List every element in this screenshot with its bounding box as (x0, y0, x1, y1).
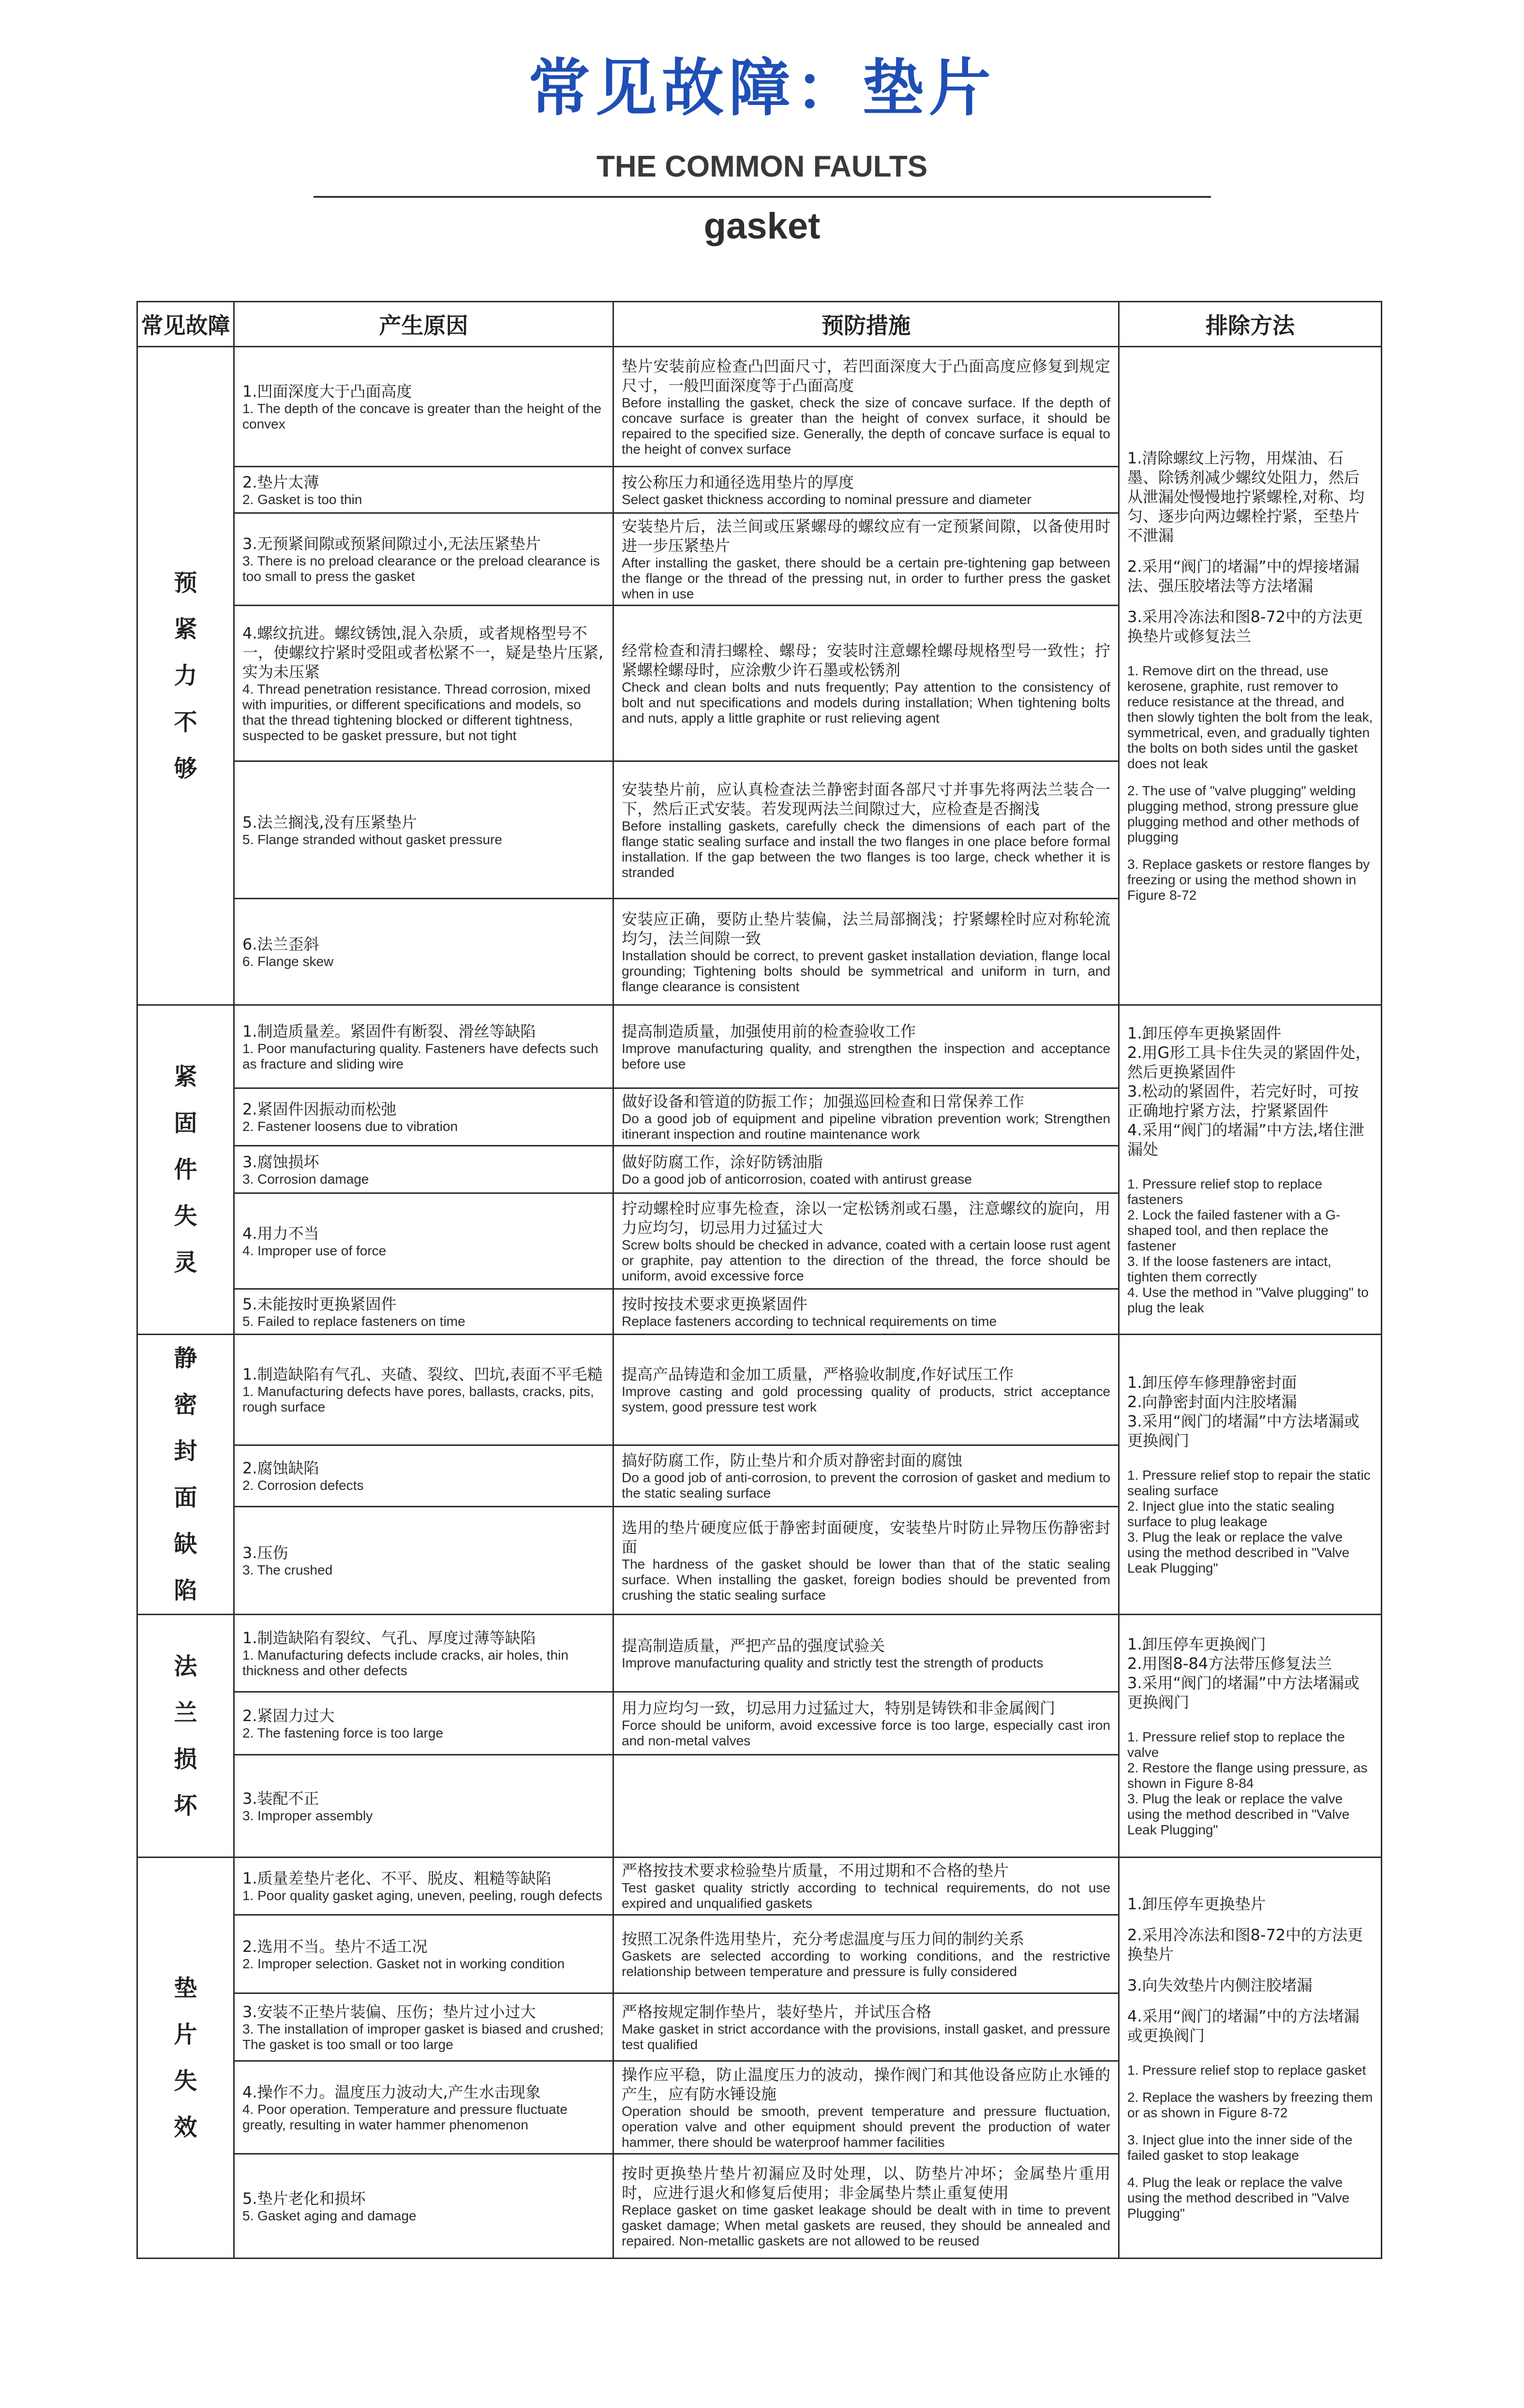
remedy-cell (1119, 1005, 1382, 1335)
table-row (137, 1615, 1382, 1692)
header-prevention: 预防措施 (613, 302, 1119, 347)
cause-cn: 4.操作不力。温度压力波动大,产生水击现象 (242, 2082, 541, 2101)
prevention-cell (613, 1506, 1119, 1614)
prevention-cell (613, 1193, 1119, 1289)
prevention-cell (613, 1615, 1119, 1692)
prevention-en: The hardness of the gasket should be lower than that of the static sealing surface. When installing the gasket, foreign bodies should be prevented from crushing the static sealing surface (622, 1556, 1110, 1603)
category-cell (137, 347, 234, 1005)
cause-cn: 2.选用不当。垫片不适工况 (242, 1937, 428, 1956)
header-cause: 产生原因 (234, 302, 613, 347)
cause-en: 1. Poor manufacturing quality. Fasteners have defects such as fracture and sliding wire (242, 1040, 598, 1071)
prevention-cn: 按时更换垫片垫片初漏应及时处理，以、防垫片冲坏；金属垫片重用时，应进行退火和修复后使用；非金属垫片禁止重复使用 (622, 2164, 1110, 2202)
remedy-item: 3. Replace gaskets or restore flanges by freezing or using the method shown in Figure 8-72 (1127, 857, 1370, 903)
page-title: 常见故障：垫片 (528, 52, 996, 124)
prevention-cn: 提高制造质量，严把产品的强度试验关 (622, 1636, 885, 1655)
prevention-cell (613, 1915, 1119, 1993)
category-cell (137, 1005, 234, 1335)
prevention-cn: 严格按规定制作垫片，装好垫片，并试压合格 (622, 2002, 932, 2021)
remedy-item: 3. If the loose fasteners are intact, tighten them correctly (1127, 1254, 1331, 1284)
prevention-en: Select gasket thickness according to nominal pressure and diameter (622, 491, 1031, 507)
prevention-en: Before installing the gasket, check the size of concave surface. If the depth of concave surface is greater than the height of convex surface, it should be repaired to the specified size. Generally, the depth of concave surface is equal to the height of convex surface (622, 395, 1110, 457)
prevention-en: Do a good job of anticorrosion, coated with antirust grease (622, 1171, 972, 1187)
prevention-cell (613, 513, 1119, 606)
prevention-cn: 经常检查和清扫螺栓、螺母；安装时注意螺栓螺母规格型号一致性；拧紧螺栓螺母时，应涂敷少许石墨或松锈剂 (622, 641, 1110, 679)
cause-en: 1. Manufacturing defects include cracks, air holes, thin thickness and other defects (242, 1647, 568, 1678)
prevention-cn: 按照工况条件选用垫片，充分考虑温度与压力间的制约关系 (622, 1929, 1025, 1948)
cause-cell (234, 1445, 613, 1506)
remedy-item: 1. Pressure relief stop to replace the valve (1127, 1729, 1345, 1760)
cause-cn: 5.法兰搁浅,没有压紧垫片 (242, 813, 417, 832)
remedy-item: 3.松动的紧固件，若完好时，可按正确地拧紧方法，拧紧紧固件 (1127, 1082, 1359, 1120)
faults-table (136, 301, 1382, 2259)
prevention-cell (613, 1993, 1119, 2061)
prevention-en: Gaskets are selected according to working conditions, and the restrictive relationship between temperature and pressure is fully considered (622, 1948, 1110, 1979)
cause-en: 5. Failed to replace fasteners on time (242, 1313, 465, 1329)
cause-en: 5. Flange stranded without gasket pressure (242, 832, 502, 847)
cause-cell (234, 1193, 613, 1289)
category-label: 法兰损坏 (174, 1652, 197, 1819)
prevention-cn: 垫片安装前应检查凸凹面尺寸，若凹面深度大于凸面高度应修复到规定尺寸，一般凹面深度等于凸面高度 (622, 357, 1110, 395)
prevention-cell (613, 1445, 1119, 1506)
prevention-en: After installing the gasket, there should be a certain pre-tightening gap between the flange or the thread of the pressing nut, in order to further press the gasket when in use (622, 555, 1110, 601)
cause-cn: 4.螺纹抗进。螺纹锈蚀,混入杂质，或者规格型号不一，使螺纹拧紧时受阻或者松紧不一，疑是垫片压紧,实为未压紧 (242, 624, 604, 681)
header-remedy: 排除方法 (1119, 302, 1382, 347)
cause-cn: 4.用力不当 (242, 1224, 319, 1243)
prevention-en: Check and clean bolts and nuts frequently; Pay attention to the consistency of bolt and nut specifications and models during installation; When tightening bolts and nuts, apply a little graphite or rust relieving agent (622, 679, 1110, 726)
prevention-cell (613, 1335, 1119, 1445)
prevention-en: Force should be uniform, avoid excessive force is too large, especially cast iron and non-metal valves (622, 1717, 1110, 1748)
cause-cn: 3.无预紧间隙或预紧间隙过小,无法压紧垫片 (242, 535, 541, 553)
cause-cell (234, 1755, 613, 1858)
cause-cell (234, 1993, 613, 2061)
prevention-cell (613, 899, 1119, 1005)
prevention-en: Do a good job of equipment and pipeline vibration prevention work; Strengthen itinerant inspection and routine maintenance work (622, 1111, 1110, 1142)
prevention-cn: 拧动螺栓时应事先检查，涂以一定松锈剂或石墨，注意螺纹的旋向，用力应均匀，切忌用力过猛过大 (622, 1199, 1110, 1237)
remedy-item: 2.采用冷冻法和图8-72中的方法更换垫片 (1127, 1926, 1363, 1963)
remedy-item: 1.清除螺纹上污物，用煤油、石墨、除锈剂减少螺纹处阻力，然后从泄漏处慢慢地拧紧螺栓,对称、均匀、逐步向两边螺栓拧紧，至垫片不泄漏 (1127, 449, 1365, 545)
prevention-en: Test gasket quality strictly according to technical requirements, do not use expired and unqualified gaskets (622, 1880, 1110, 1911)
page-topic: gasket (703, 206, 821, 247)
remedy-item: 2.用图8-84方法带压修复法兰 (1127, 1654, 1332, 1673)
title-divider (314, 196, 1211, 198)
table-row (137, 1335, 1382, 1445)
cause-cell (234, 1289, 613, 1335)
cause-en: 2. Corrosion defects (242, 1478, 364, 1493)
table-row (137, 347, 1382, 467)
remedy-item: 2. Replace the washers by freezing them or as shown in Figure 8-72 (1127, 2090, 1373, 2120)
cause-cell (234, 347, 613, 467)
remedy-item: 2. Inject glue into the static sealing surface to plug leakage (1127, 1499, 1335, 1529)
cause-cell (234, 1335, 613, 1445)
category-label: 预紧力不够 (174, 569, 197, 782)
cause-cn: 1.凹面深度大于凸面高度 (242, 382, 412, 401)
cause-cn: 2.紧固力过大 (242, 1706, 335, 1725)
remedy-cell (1119, 1335, 1382, 1615)
prevention-cn: 搞好防腐工作，防止垫片和介质对静密封面的腐蚀 (622, 1451, 963, 1470)
remedy-item: 3.采用“阀门的堵漏”中方法堵漏或更换阀门 (1127, 1673, 1360, 1711)
prevention-en: Installation should be correct, to prevent gasket installation deviation, flange local grounding; Tightening bolts should be symmetrical and uniform in turn, and flange clearance is consistent (622, 948, 1110, 994)
remedy-item: 1. Pressure relief stop to replace gasket (1127, 2063, 1366, 2078)
cause-cn: 5.垫片老化和损坏 (242, 2189, 366, 2208)
cause-cn: 3.安装不正垫片装偏、压伤；垫片过小过大 (242, 2002, 536, 2021)
prevention-en: Replace fasteners according to technical requirements on time (622, 1313, 997, 1329)
prevention-cell (613, 1005, 1119, 1088)
prevention-cn: 安装垫片前，应认真检查法兰静密封面各部尺寸并事先将两法兰装合一下，然后正式安装。若发现两法兰间隙过大，应检查是否搁浅 (622, 780, 1110, 818)
remedy-item: 4. Plug the leak or replace the valve using the method described in "Valve Plugging" (1127, 2175, 1350, 2221)
remedy-item: 3. Plug the leak or replace the valve using the method described in "Valve Leak Plugging" (1127, 1530, 1350, 1576)
remedy-item: 1.卸压停车更换垫片 (1127, 1895, 1266, 1913)
remedy-item: 1.卸压停车修理静密封面 (1127, 1373, 1297, 1392)
prevention-cell (613, 761, 1119, 899)
prevention-cn: 用力应均匀一致，切忌用力过猛过大，特别是铸铁和非金属阀门 (622, 1698, 1056, 1717)
remedy-item: 1.卸压停车更换阀门 (1127, 1635, 1266, 1653)
cause-en: 4. Poor operation. Temperature and pressure fluctuate greatly, resulting in water hammer phenomenon (242, 2101, 568, 2132)
cause-cn: 2.腐蚀缺陷 (242, 1459, 319, 1478)
cause-en: 1. The depth of the concave is greater than the height of the convex (242, 401, 601, 431)
cause-cell (234, 1858, 613, 1915)
cause-cn: 1.制造质量差。紧固件有断裂、滑丝等缺陷 (242, 1022, 536, 1040)
prevention-en: Improve manufacturing quality and strictly test the strength of products (622, 1655, 1044, 1670)
remedy-item: 1. Pressure relief stop to replace fasteners (1127, 1176, 1323, 1207)
prevention-cn: 提高制造质量，加强使用前的检查验收工作 (622, 1022, 916, 1040)
cause-en: 3. The crushed (242, 1562, 333, 1577)
prevention-cell (613, 2061, 1119, 2154)
remedy-item: 3. Plug the leak or replace the valve using the method described in "Valve Leak Plugging" (1127, 1791, 1350, 1837)
page-subtitle-en: THE COMMON FAULTS (596, 150, 928, 183)
cause-cell (234, 1088, 613, 1146)
prevention-cn: 做好设备和管道的防振工作；加强巡回检查和日常保养工作 (622, 1092, 1025, 1111)
prevention-en: Do a good job of anti-corrosion, to prevent the corrosion of gasket and medium to the static sealing surface (622, 1470, 1110, 1501)
cause-en: 5. Gasket aging and damage (242, 2208, 417, 2223)
prevention-cn: 按公称压力和通径选用垫片的厚度 (622, 473, 854, 491)
prevention-en: Improve casting and gold processing quality of products, strict acceptance system, good pressure test work (622, 1384, 1110, 1415)
header-fault: 常见故障 (137, 302, 234, 347)
category-label: 紧固件失灵 (174, 1063, 197, 1276)
cause-en: 2. Improper selection. Gasket not in working condition (242, 1956, 565, 1971)
prevention-en: Before installing gaskets, carefully check the dimensions of each part of the flange static sealing surface and install the two flanges in one place before formal installation. If the gap between the two flanges is too large, check whether it is stranded (622, 818, 1110, 880)
prevention-cell (613, 1088, 1119, 1146)
remedy-item: 2. Restore the flange using pressure, as shown in Figure 8-84 (1127, 1760, 1368, 1791)
remedy-cell (1119, 347, 1382, 1005)
cause-en: 4. Improper use of force (242, 1243, 387, 1258)
prevention-cell (613, 1289, 1119, 1335)
remedy-item: 2.向静密封面内注胶堵漏 (1127, 1393, 1297, 1411)
prevention-en: Make gasket in strict accordance with the provisions, install gasket, and pressure test qualified (622, 2021, 1110, 2052)
cause-en: 2. Gasket is too thin (242, 491, 362, 507)
cause-cn: 2.垫片太薄 (242, 473, 319, 491)
prevention-cell (613, 606, 1119, 761)
prevention-cn: 严格按技术要求检验垫片质量，不用过期和不合格的垫片 (622, 1861, 1009, 1880)
cause-cell (234, 1005, 613, 1088)
cause-cn: 3.腐蚀损坏 (242, 1152, 319, 1171)
table-body (137, 347, 1382, 2259)
cause-en: 3. Corrosion damage (242, 1171, 369, 1187)
remedy-item: 2. The use of "valve plugging" welding plugging method, strong pressure glue plugging method and other methods of plugging (1127, 783, 1360, 845)
category-cell (137, 1858, 234, 2259)
prevention-cell (613, 1755, 1119, 1858)
prevention-en: Screw bolts should be checked in advance, coated with a certain loose rust agent or graphite, pay attention to the direction of the thread, the force should be uniform, avoid excessive force (622, 1237, 1110, 1283)
cause-en: 1. Manufacturing defects have pores, ballasts, cracks, pits, rough surface (242, 1384, 594, 1415)
category-cell (137, 1615, 234, 1858)
remedy-item: 2. Lock the failed fastener with a G-shaped tool, and then replace the fastener (1127, 1207, 1341, 1253)
cause-cell (234, 1692, 613, 1755)
table-header-row (137, 302, 1382, 347)
prevention-cell (613, 1858, 1119, 1915)
remedy-item: 4.采用“阀门的堵漏”中方法,堵住泄漏处 (1127, 1121, 1364, 1159)
table-row (137, 1005, 1382, 1088)
remedy-cell (1119, 1858, 1382, 2259)
remedy-item: 3.向失效垫片内侧注胶堵漏 (1127, 1976, 1313, 1994)
cause-en: 3. The installation of improper gasket is biased and crushed; The gasket is too small or too large (242, 2021, 604, 2052)
cause-en: 6. Flange skew (242, 953, 334, 969)
remedy-item: 3.采用冷冻法和图8-72中的方法更换垫片或修复法兰 (1127, 608, 1363, 645)
cause-cn: 6.法兰歪斜 (242, 935, 319, 953)
prevention-cell (613, 2154, 1119, 2259)
remedy-item: 2.用G形工具卡住失灵的紧固件处，然后更换紧固件 (1127, 1043, 1371, 1081)
prevention-cn: 安装应正确，要防止垫片装偏，法兰局部搁浅；拧紧螺栓时应对称轮流均匀，法兰间隙一致 (622, 909, 1110, 948)
prevention-cell (613, 467, 1119, 513)
cause-cell (234, 1615, 613, 1692)
cause-en: 3. Improper assembly (242, 1808, 373, 1823)
cause-cell (234, 2061, 613, 2154)
cause-cell (234, 513, 613, 606)
cause-cell (234, 1915, 613, 1993)
prevention-cn: 选用的垫片硬度应低于静密封面硬度，安装垫片时防止异物压伤静密封面 (622, 1518, 1110, 1556)
cause-cell (234, 1506, 613, 1614)
remedy-item: 1.卸压停车更换紧固件 (1127, 1024, 1282, 1042)
remedy-item: 4. Use the method in "Valve plugging" to plug the leak (1127, 1285, 1369, 1315)
prevention-cn: 做好防腐工作，涂好防锈油脂 (622, 1152, 823, 1171)
prevention-en: Operation should be smooth, prevent temperature and pressure fluctuation, operation valve and other equipment should prevent the production of water hammer, there should be waterproof hammer facilities (622, 2103, 1110, 2150)
cause-cn: 2.紧固件因振动而松弛 (242, 1100, 397, 1118)
cause-cn: 5.未能按时更换紧固件 (242, 1294, 397, 1313)
prevention-cn: 提高产品铸造和金加工质量，严格验收制度,作好试压工作 (622, 1365, 1014, 1384)
cause-cell (234, 761, 613, 899)
cause-en: 2. Fastener loosens due to vibration (242, 1119, 458, 1134)
cause-cell (234, 2154, 613, 2259)
table-row (137, 1858, 1382, 1915)
cause-cn: 1.制造缺陷有气孔、夹碴、裂纹、凹坑,表面不平毛糙 (242, 1365, 603, 1384)
remedy-item: 4.采用“阀门的堵漏”中的方法堵漏或更换阀门 (1127, 2007, 1360, 2045)
remedy-item: 2.采用“阀门的堵漏”中的焊接堵漏法、强压胶堵法等方法堵漏 (1127, 557, 1360, 595)
cause-cell (234, 467, 613, 513)
prevention-cn: 操作应平稳，防止温度压力的波动，操作阀门和其他设备应防止水锤的产生，应有防水锤设施 (622, 2065, 1110, 2103)
category-label: 静密封面缺陷 (174, 1345, 197, 1604)
cause-cell (234, 606, 613, 761)
cause-cell (234, 899, 613, 1005)
prevention-cell (613, 1146, 1119, 1193)
prevention-en: Improve manufacturing quality, and strengthen the inspection and acceptance before use (622, 1040, 1110, 1071)
prevention-en: Replace gasket on time gasket leakage should be dealt with in time to prevent gasket damage; When metal gaskets are reused, they should be annealed and repaired. Non-metallic gaskets are not allowed to be reused (622, 2202, 1110, 2248)
remedy-cell (1119, 1615, 1382, 1858)
cause-cn: 1.质量差垫片老化、不平、脱皮、粗糙等缺陷 (242, 1869, 552, 1888)
category-cell (137, 1335, 234, 1615)
cause-cn: 3.装配不正 (242, 1789, 319, 1808)
cause-en: 4. Thread penetration resistance. Thread corrosion, mixed with impurities, or different specifications and models, so that the thread tightening blocked or different tightness, suspected to be gasket pressure, but not tight (242, 681, 591, 743)
prevention-cell (613, 347, 1119, 467)
cause-cn: 1.制造缺陷有裂纹、气孔、厚度过薄等缺陷 (242, 1628, 536, 1647)
remedy-item: 1. Remove dirt on the thread, use kerosene, graphite, rust remover to reduce resistance at the thread, and then slowly tighten the bolt from the leak, symmetrical, even, and gradually tighten the bolts on both sides until the gasket does not leak (1127, 663, 1373, 771)
cause-cell (234, 1146, 613, 1193)
remedy-item: 3.采用“阀门的堵漏”中方法堵漏或更换阀门 (1127, 1412, 1360, 1450)
cause-en: 1. Poor quality gasket aging, uneven, peeling, rough defects (242, 1888, 603, 1903)
cause-en: 3. There is no preload clearance or the preload clearance is too small to press the gasket (242, 553, 600, 584)
prevention-cn: 按时按技术要求更换紧固件 (622, 1294, 808, 1313)
prevention-cell (613, 1692, 1119, 1755)
prevention-cn: 安装垫片后，法兰间或压紧螺母的螺纹应有一定预紧间隙，以备使用时进一步压紧垫片 (622, 517, 1110, 555)
cause-en: 2. The fastening force is too large (242, 1725, 444, 1740)
remedy-item: 3. Inject glue into the inner side of the failed gasket to stop leakage (1127, 2132, 1353, 2163)
remedy-item: 1. Pressure relief stop to repair the static sealing surface (1127, 1468, 1371, 1498)
category-label: 垫片失效 (174, 1975, 197, 2141)
cause-cn: 3.压伤 (242, 1543, 288, 1562)
